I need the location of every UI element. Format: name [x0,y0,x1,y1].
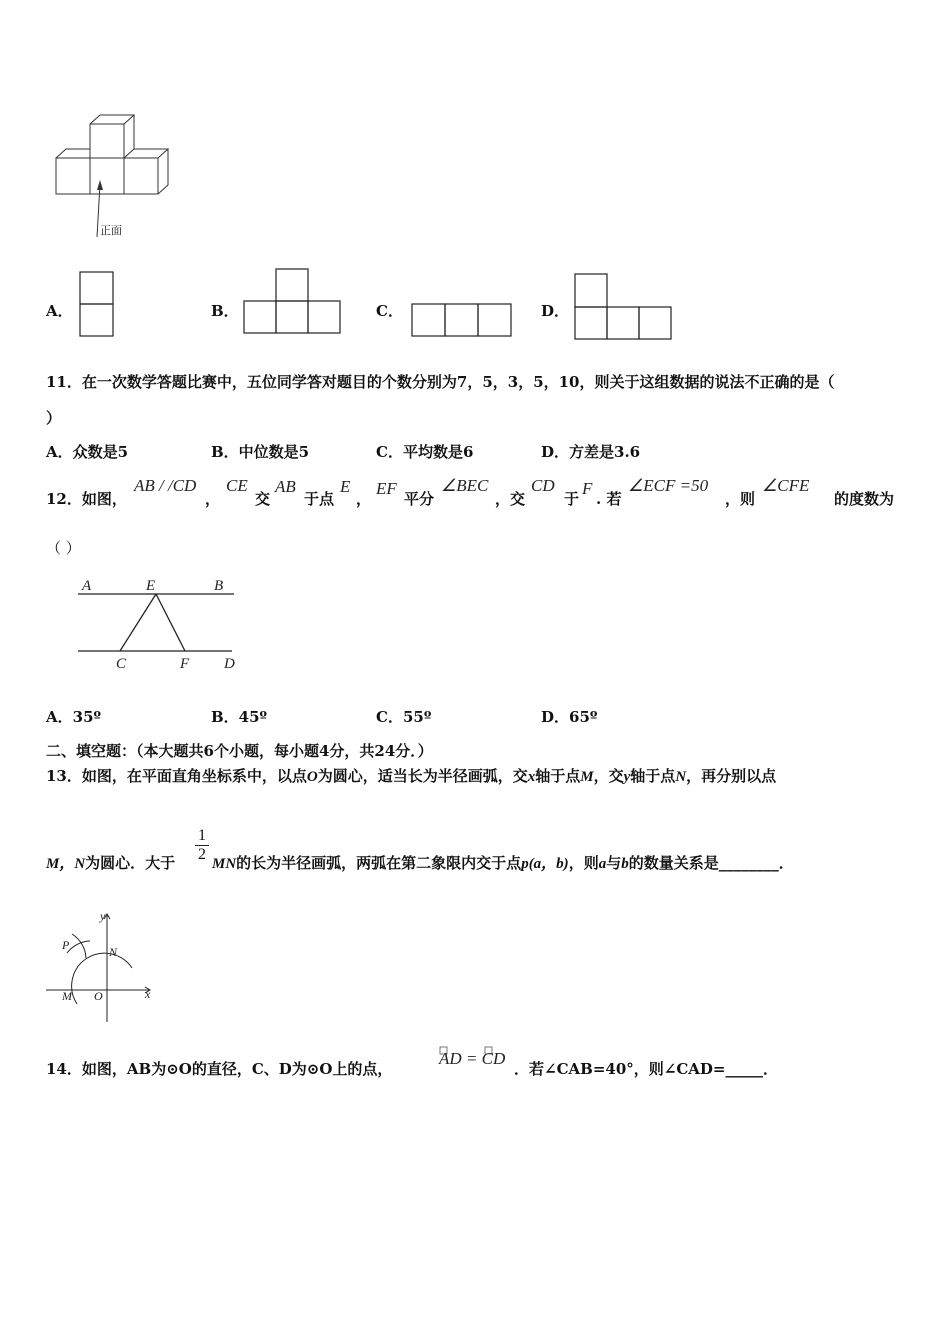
fig13-label-p: P [62,938,70,952]
q13-mn2: MN [212,856,237,872]
q12-bec: ∠BEC [441,476,489,495]
fig13-label-n: N [109,945,118,959]
q12-paren: （ ） [46,539,81,557]
q11-stem-line2: ） [46,409,62,427]
q13-line2-d: 的数量关系是________． [628,854,794,872]
q11-option-a[interactable]: A．众数是5 [46,443,129,461]
q13-frac-num: 1 [198,827,206,844]
q12-dushu: 的度数为 [834,490,895,508]
q12-comma2: ， [356,490,372,508]
fig13-label-y: y [100,909,106,923]
q12-f: F [582,479,593,498]
q12-comma1: ， [205,490,221,508]
q12-cd: CD [531,476,555,495]
q13-line1-end: ，再分别以点 [686,767,777,785]
q14-prefix: 14．如图，AB为⊙O的直径，C、D为⊙O上的点， [46,1060,393,1078]
section-2-title: 二、填空题：（本大题共6个小题，每小题4分，共24分．） [46,742,433,760]
parallel-lines-figure [74,574,244,674]
q12-prefix: 12．如图， [46,490,127,508]
q10-option-d-label[interactable]: D． [541,302,570,320]
fig13-label-m: M [62,989,72,1003]
q10-option-b-label[interactable]: B． [211,302,239,320]
q13-b: b [621,856,629,872]
coordinate-arc-figure [42,908,162,1026]
q13-line2-mn: M，N [46,856,86,872]
q13-line1-mid2: 轴于点 [535,767,581,785]
q12-ze: ，则 [725,490,756,508]
q12-yu-dian: 于点 [304,490,335,508]
q11-option-c[interactable]: C．平均数是6 [376,443,474,461]
q13-y: y [623,769,631,785]
fig12-label-a: A [82,578,92,594]
q12-option-d[interactable]: D．65º [541,708,598,726]
q12-jiao: 交 [255,490,271,508]
fig12-label-b: B [214,578,224,594]
q10-option-a-label[interactable]: A． [46,302,73,320]
q13-line1 [46,765,776,786]
q10-option-a-figure [79,271,115,337]
fig13-label-x: x [145,987,151,1001]
front-label: 正面 [100,224,122,237]
q11-option-d[interactable]: D．方差是3.6 [541,443,641,461]
q12-jiao2: ，交 [495,490,526,508]
q13-line1-mid3: ，交 [593,767,624,785]
fig12-label-e: E [146,578,156,594]
q12-ab: AB [275,477,296,496]
q13-a: a [598,856,607,872]
fig12-label-f: F [180,656,190,672]
q12-e: E [340,477,351,496]
q12-ecf: ∠ECF =50 [628,476,709,495]
q13-n: N [675,769,687,785]
q11-stem-line1: 11．在一次数学答题比赛中，五位同学答对题目的个数分别为7，5，3，5，10，则关于这组数据的说法不正确的是（ [46,373,835,391]
q12-ruo: . 若 [596,490,622,508]
fig12-label-c: C [116,656,127,672]
q13-o: O [306,769,318,785]
q12-pingfen: 平分 [404,490,435,508]
q13-line2-a: 为圆心．大于 [85,854,176,872]
q14-suffix: ．若∠CAB=40°，则∠CAD=_____． [514,1060,778,1078]
q13-line2-c: ，则 [568,854,599,872]
q12-yu: 于 [564,490,580,508]
q12-option-b[interactable]: B．45º [211,708,268,726]
q13-fraction [195,827,209,864]
q13-m: M [580,769,594,785]
q10-option-c-label[interactable]: C． [376,302,403,320]
q13-line1-mid1: 为圆心，适当长为半径画弧，交 [317,767,528,785]
q14-arc-eq-text: AD = CD [439,1049,506,1068]
q13-line1-prefix: 13．如图，在平面直角坐标系中，以点 [46,767,307,785]
fig12-label-d: D [224,656,235,672]
q13-pab: p(a，b) [521,856,569,872]
q10-option-d-figure [574,273,676,341]
fig13-label-o: O [94,989,103,1003]
q12-cfe: ∠CFE [762,476,810,495]
q13-line2-rest [212,852,794,873]
q10-option-c-figure [411,303,513,339]
q13-x: x [527,769,536,785]
q12-option-c[interactable]: C．55º [376,708,432,726]
q11-option-b[interactable]: B．中位数是5 [211,443,310,461]
q12-ef: EF [376,479,397,498]
q12-ab-cd: AB / /CD [134,476,197,495]
q13-line1-mid4: 轴于点 [630,767,676,785]
q12-option-a[interactable]: A．35º [46,708,102,726]
q13-frac-den: 2 [195,845,209,864]
q13-line2 [46,852,175,873]
q13-line2-b: 的长为半径画弧，两弧在第二象限内交于点 [236,854,522,872]
q13-yu: 与 [606,854,622,872]
q12-ce: CE [226,476,248,495]
q10-option-b-figure [243,268,343,336]
